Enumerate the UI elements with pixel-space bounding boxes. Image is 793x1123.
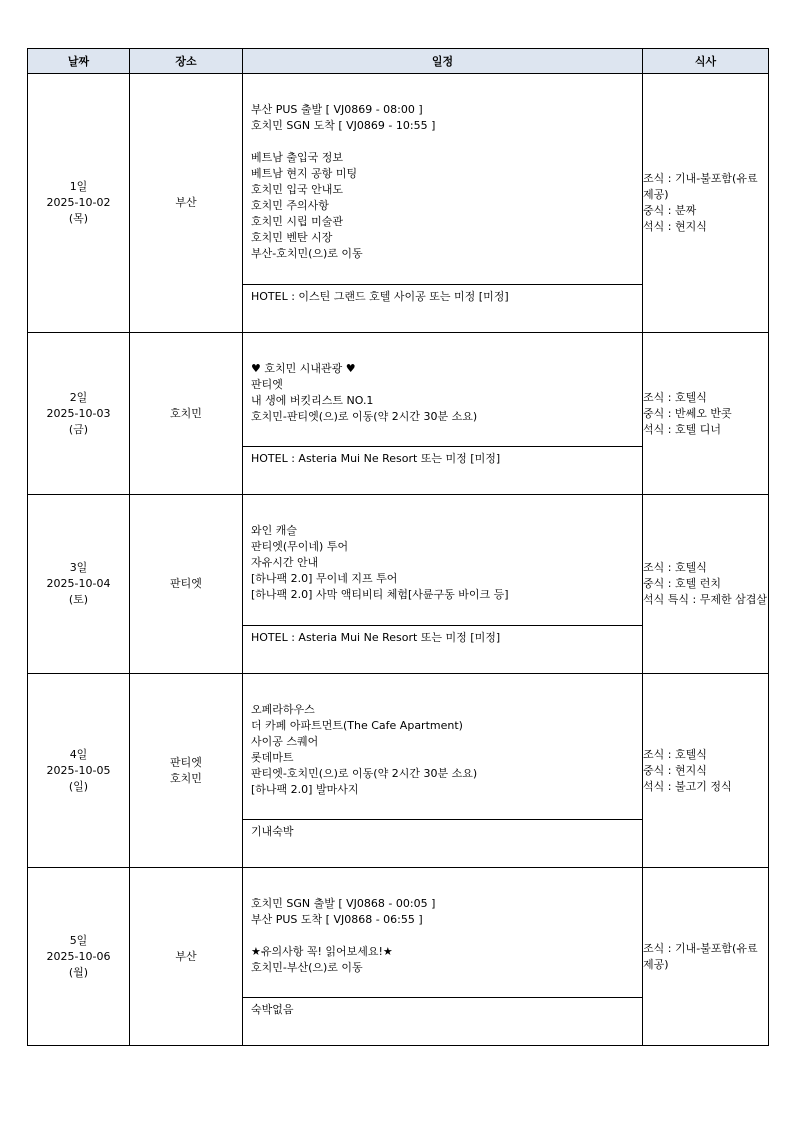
schedule-item: 롯데마트 (251, 751, 294, 764)
hotel-info: HOTEL : Asteria Mui Ne Resort 또는 미정 [미정] (251, 631, 501, 644)
hotel-info: 숙박없음 (251, 1003, 294, 1016)
schedule-cell (243, 495, 643, 674)
meal-item: 석식 : 불고기 정식 (643, 779, 732, 793)
day-date: 2025-10-04 (46, 577, 111, 590)
day-weekday: (월) (68, 965, 89, 979)
meal-cell (643, 74, 769, 333)
schedule-cell (243, 868, 643, 1046)
day-weekday: (목) (68, 212, 89, 225)
day-number: 2일 (69, 390, 88, 404)
schedule-item: 부산-호치민(으)로 이동 (251, 247, 363, 260)
schedule-item: 판티엣-호치민(으)로 이동(약 2시간 30분 소요) (251, 767, 478, 780)
day-weekday: (금) (68, 422, 89, 436)
schedule-item: 호치민 시립 미술관 (251, 215, 344, 228)
schedule-list (243, 697, 642, 820)
day-number: 1일 (69, 180, 88, 193)
hotel-info: HOTEL : Asteria Mui Ne Resort 또는 미정 [미정] (251, 452, 501, 465)
schedule-item: 더 카페 아파트먼트(The Cafe Apartment) (251, 719, 463, 732)
meal-item: 조식 : 호텔식 (643, 747, 707, 761)
schedule-cell (243, 74, 643, 333)
schedule-item: 부산 PUS 도착 [ VJ0868 - 06:55 ] (251, 913, 423, 926)
schedule-item: 베트남 출입국 정보 (251, 151, 344, 164)
schedule-item: 내 생에 버킷리스트 NO.1 (251, 394, 374, 407)
schedule-item: ♥ 호치민 시내관광 ♥ (251, 362, 356, 375)
header-meal: 식사 (643, 49, 769, 74)
meal-cell (643, 333, 769, 495)
schedule-item: [하나팩 2.0] 무이네 지프 투어 (251, 572, 398, 585)
day-date: 2025-10-03 (46, 406, 111, 420)
place-cell (130, 333, 243, 495)
schedule-item: 호치민-판티엣(으)로 이동(약 2시간 30분 소요) (251, 410, 478, 423)
place-name: 호치민 (170, 406, 202, 420)
schedule-item: 호치민 주의사항 (251, 199, 329, 212)
schedule-item: 사이공 스퀘어 (251, 735, 319, 748)
meal-item: 조식 : 기내-불포함(유료제공) (643, 941, 758, 971)
schedule-item: 호치민 SGN 도착 [ VJ0869 - 10:55 ] (251, 119, 436, 132)
date-cell (28, 495, 130, 674)
hotel-info: HOTEL : 이스틴 그랜드 호텔 사이공 또는 미정 [미정] (251, 290, 509, 303)
meal-item: 중식 : 호텔 런치 (643, 577, 721, 590)
place-name: 판티엣 (170, 755, 202, 769)
meal-cell (643, 674, 769, 868)
schedule-list (243, 97, 642, 285)
place-cell (130, 868, 243, 1046)
meal-item: 조식 : 기내-불포함(유료제공) (643, 172, 758, 201)
day-row (28, 333, 769, 495)
day-date: 2025-10-06 (46, 949, 111, 963)
schedule-item: 자유시간 안내 (251, 556, 319, 569)
day-number: 3일 (69, 561, 88, 574)
schedule-item: 호치민-부산(으)로 이동 (251, 961, 363, 974)
header-row (28, 49, 769, 74)
day-date: 2025-10-05 (46, 763, 111, 777)
place-name: 판티엣 (170, 577, 202, 590)
meal-item: 중식 : 반쎄오 반콧 (643, 406, 732, 420)
date-cell (28, 868, 130, 1046)
schedule-list (243, 891, 642, 998)
day-date: 2025-10-02 (46, 196, 111, 209)
schedule-item: 호치민 입국 안내도 (251, 183, 344, 196)
schedule-item: 판티엣(무이네) 투어 (251, 540, 349, 553)
header-date: 날짜 (28, 49, 130, 74)
day-row (28, 674, 769, 868)
schedule-cell (243, 674, 643, 868)
schedule-item: ★유의사항 꼭! 읽어보세요!★ (251, 945, 393, 958)
itinerary-table (27, 48, 769, 1046)
date-cell (28, 674, 130, 868)
header-place: 장소 (130, 49, 243, 74)
meal-item: 석식 : 현지식 (643, 220, 707, 233)
day-weekday: (일) (68, 779, 89, 793)
day-row (28, 74, 769, 333)
schedule-item: [하나팩 2.0] 발마사지 (251, 783, 359, 796)
schedule-item: 호치민 벤탄 시장 (251, 231, 333, 244)
place-name: 부산 (175, 196, 197, 209)
date-cell (28, 74, 130, 333)
meal-item: 중식 : 현지식 (643, 763, 707, 777)
schedule-item: [하나팩 2.0] 사막 액티비티 체험[사륜구동 바이크 등] (251, 588, 509, 601)
meal-item: 조식 : 호텔식 (643, 561, 707, 574)
place-name: 부산 (175, 949, 197, 963)
meal-item: 중식 : 분짜 (643, 204, 697, 217)
schedule-item: 와인 캐슬 (251, 524, 298, 537)
schedule-item: 부산 PUS 출발 [ VJ0869 - 08:00 ] (251, 103, 423, 116)
day-row (28, 868, 769, 1046)
schedule-list (243, 518, 642, 626)
schedule-item: 오페라하우스 (251, 703, 315, 716)
date-cell (28, 333, 130, 495)
meal-item: 석식 : 호텔 디너 (643, 422, 721, 436)
meal-cell (643, 495, 769, 674)
day-weekday: (토) (68, 593, 89, 606)
schedule-item: 호치민 SGN 출발 [ VJ0868 - 00:05 ] (251, 897, 436, 910)
day-number: 4일 (69, 747, 88, 761)
place-cell (130, 674, 243, 868)
place-name: 호치민 (170, 771, 202, 785)
schedule-list (243, 356, 642, 447)
header-schedule: 일정 (243, 49, 643, 74)
day-number: 5일 (69, 933, 88, 947)
schedule-item: 베트남 현지 공항 미팅 (251, 167, 358, 180)
place-cell (130, 495, 243, 674)
schedule-item: 판티엣 (251, 378, 283, 391)
day-row (28, 495, 769, 674)
meal-item: 조식 : 호텔식 (643, 390, 707, 404)
meal-item: 석식 특식 : 무제한 삼겹살 (643, 593, 767, 606)
schedule-cell (243, 333, 643, 495)
place-cell (130, 74, 243, 333)
hotel-info: 기내숙박 (251, 825, 294, 838)
meal-cell (643, 868, 769, 1046)
